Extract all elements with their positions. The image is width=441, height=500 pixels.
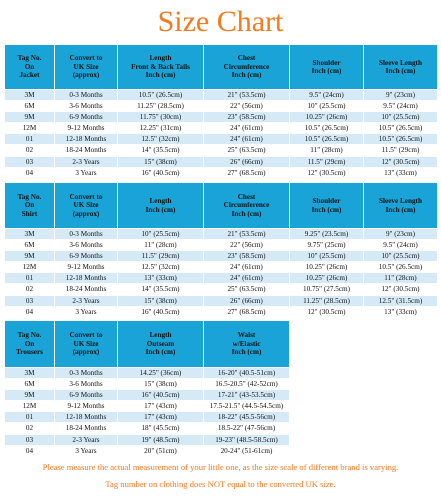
jacket-cell: 16" (40.5cm) <box>118 167 204 178</box>
trousers-cell: 0-3 Months <box>55 368 118 379</box>
jacket-cell: 12.25" (31cm) <box>118 123 204 134</box>
jacket-cell: 10.5" (26.5cm) <box>290 123 364 134</box>
jacket-cell: 01 <box>5 134 55 145</box>
shirt-cell: 18-24 Months <box>55 284 118 295</box>
table-row <box>5 379 438 390</box>
shirt-cell: 3-6 Months <box>55 240 118 251</box>
jacket-cell: 18-24 Months <box>55 145 118 156</box>
shirt-cell: 10" (25.5cm) <box>364 251 438 262</box>
trousers-cell: 9-12 Months <box>55 401 118 412</box>
shirt-cell: 23" (58.5cm) <box>204 251 290 262</box>
trousers-cell-empty <box>364 445 438 456</box>
jacket-header-5-line: Inch (cm) <box>385 67 416 75</box>
jacket-header-4 <box>290 45 364 90</box>
table-row <box>5 262 438 273</box>
jacket-cell: 3-6 Months <box>55 101 118 112</box>
table-row <box>5 390 438 401</box>
jacket-cell: 10.5" (26.5cm) <box>364 123 438 134</box>
jacket-header-3-line: Inch (cm) <box>231 71 262 80</box>
trousers-cell-empty <box>290 401 364 412</box>
shirt-header-5-line: Inch (cm) <box>385 205 416 214</box>
shirt-cell: 16" (40.5cm) <box>118 306 204 317</box>
trousers-cell-empty <box>290 445 364 456</box>
jacket-cell: 25" (63.5cm) <box>204 145 290 156</box>
jacket-header-1-line: (approx) <box>72 71 100 80</box>
shirt-header-0-line: Tag No. <box>17 192 42 201</box>
jacket-header-1-line: Convert to <box>69 54 103 63</box>
jacket-cell: 12.5" (32cm) <box>118 134 204 145</box>
shirt-cell: 10" (25.5cm) <box>290 251 364 262</box>
jacket-table-wrap <box>4 44 437 179</box>
trousers-cell: 03 <box>5 434 55 445</box>
jacket-cell: 9-12 Months <box>55 123 118 134</box>
shirt-cell: 24" (61cm) <box>204 273 290 284</box>
jacket-header-5-line: Sleeve Length <box>379 58 422 67</box>
table-row <box>5 295 438 306</box>
shirt-table <box>4 182 438 318</box>
trousers-cell-empty <box>290 434 364 445</box>
table-row <box>5 251 438 262</box>
shirt-cell: 13" (33cm) <box>118 273 204 284</box>
jacket-header-0-line: Jacket <box>19 71 40 80</box>
shirt-cell: 9" (23cm) <box>364 229 438 240</box>
shirt-cell: 04 <box>5 306 55 317</box>
shirt-cell: 9.75" (25cm) <box>290 240 364 251</box>
shirt-header-1-line: (approx) <box>72 209 100 218</box>
shirt-header-4-line: Inch (cm) <box>311 205 342 214</box>
jacket-header-0 <box>5 45 55 90</box>
jacket-cell: 04 <box>5 167 55 178</box>
trousers-cell: 19" (48.5cm) <box>118 434 204 445</box>
jacket-cell: 3 Years <box>55 167 118 178</box>
trousers-cell: 17-21" (43-53.5cm) <box>204 390 290 401</box>
jacket-header-3-line: Chest <box>237 54 256 63</box>
jacket-cell: 10" (25.5cm) <box>364 112 438 123</box>
jacket-cell: 3M <box>5 90 55 101</box>
shirt-cell: 12-18 Months <box>55 273 118 284</box>
shirt-cell: 9-12 Months <box>55 262 118 273</box>
table-row <box>5 368 438 379</box>
shirt-table-wrap <box>4 182 437 318</box>
table-row <box>5 112 438 123</box>
shirt-cell: 0-3 Months <box>55 229 118 240</box>
jacket-cell: 02 <box>5 145 55 156</box>
trousers-cell: 9M <box>5 390 55 401</box>
shirt-cell: 12.5" (32cm) <box>118 262 204 273</box>
shirt-cell: 27" (68.5cm) <box>204 306 290 317</box>
shirt-header-3-line: Inch (cm) <box>231 209 262 218</box>
trousers-header-empty <box>290 321 364 368</box>
trousers-cell-empty <box>364 412 438 423</box>
jacket-cell: 11.5" (29cm) <box>364 145 438 156</box>
table-row <box>5 273 438 284</box>
shirt-header-0-line: Shirt <box>21 209 38 218</box>
shirt-header-3-line: Chest <box>237 192 256 201</box>
trousers-header-0-line: On <box>24 339 35 348</box>
trousers-cell: 17" (43cm) <box>118 412 204 423</box>
shirt-cell: 25" (63.5cm) <box>204 284 290 295</box>
shirt-cell: 3 Years <box>55 306 118 317</box>
trousers-header-3-line: Waist <box>237 331 256 340</box>
trousers-cell: 18" (45.5cm) <box>118 423 204 434</box>
table-row <box>5 123 438 134</box>
shirt-cell: 6-9 Months <box>55 251 118 262</box>
jacket-header-1 <box>55 45 118 90</box>
jacket-cell: 21" (53.5cm) <box>204 90 290 101</box>
table-row <box>5 101 438 112</box>
shirt-header-2-line: Inch (cm) <box>145 205 176 214</box>
trousers-cell: 17.5-21.5" (44.5-54.5cm) <box>204 401 290 412</box>
shirt-cell: 11" (28cm) <box>118 240 204 251</box>
table-row <box>5 229 438 240</box>
shirt-header-5-line: Sleeve Length <box>379 197 422 206</box>
trousers-cell: 6-9 Months <box>55 390 118 401</box>
jacket-header-2-line: Inch (cm) <box>145 71 176 80</box>
trousers-cell-empty <box>364 379 438 390</box>
trousers-cell-empty <box>364 368 438 379</box>
trousers-cell-empty <box>290 412 364 423</box>
trousers-header-1 <box>55 321 118 368</box>
shirt-header-0 <box>5 183 55 229</box>
table-row <box>5 401 438 412</box>
jacket-cell: 9M <box>5 112 55 123</box>
trousers-cell: 6M <box>5 379 55 390</box>
shirt-header-1-line: UK Size <box>73 201 99 210</box>
jacket-cell: 24" (61cm) <box>204 134 290 145</box>
jacket-cell: 12-18 Months <box>55 134 118 145</box>
trousers-header-3-line: w/Elastic <box>232 339 261 348</box>
table-row <box>5 412 438 423</box>
shirt-cell: 10.5" (26.5cm) <box>364 262 438 273</box>
trousers-cell: 16-20" (40.5-51cm) <box>204 368 290 379</box>
jacket-cell: 27" (68.5cm) <box>204 167 290 178</box>
trousers-header-2-line: Length <box>149 331 172 340</box>
table-row <box>5 156 438 167</box>
trousers-cell: 3 Years <box>55 445 118 456</box>
shirt-cell: 01 <box>5 273 55 284</box>
shirt-cell: 24" (61cm) <box>204 262 290 273</box>
jacket-cell: 6M <box>5 101 55 112</box>
trousers-cell: 16" (40.5cm) <box>118 390 204 401</box>
trousers-header-3-line: Inch (cm) <box>231 348 262 357</box>
shirt-cell: 11.5" (29cm) <box>118 251 204 262</box>
trousers-cell-empty <box>290 423 364 434</box>
jacket-header-0-line: On <box>24 62 35 71</box>
jacket-cell: 10.5" (26.5cm) <box>290 134 364 145</box>
shirt-cell: 15" (38cm) <box>118 295 204 306</box>
trousers-header-1-line: (approx) <box>72 348 100 357</box>
table-row <box>5 423 438 434</box>
jacket-cell: 12M <box>5 123 55 134</box>
trousers-cell: 02 <box>5 423 55 434</box>
shirt-cell: 14" (35.5cm) <box>118 284 204 295</box>
jacket-header-1-line: UK Size <box>73 62 99 71</box>
trousers-cell: 3-6 Months <box>55 379 118 390</box>
jacket-cell: 9.5" (24cm) <box>364 101 438 112</box>
shirt-cell: 2-3 Years <box>55 295 118 306</box>
jacket-cell: 11.75" (30cm) <box>118 112 204 123</box>
trousers-cell: 15" (38cm) <box>118 379 204 390</box>
table-row <box>5 90 438 101</box>
trousers-cell-empty <box>290 368 364 379</box>
shirt-cell: 12.5" (31.5cm) <box>364 295 438 306</box>
trousers-table-wrap <box>4 320 437 457</box>
trousers-header-2-line: Outseam <box>146 339 175 348</box>
shirt-cell: 13" (33cm) <box>364 306 438 317</box>
shirt-header-4 <box>290 183 364 229</box>
trousers-cell: 20-24" (51-61cm) <box>204 445 290 456</box>
jacket-cell: 11" (28cm) <box>290 145 364 156</box>
trousers-cell: 17" (43cm) <box>118 401 204 412</box>
jacket-cell: 22" (56cm) <box>204 101 290 112</box>
shirt-cell: 21" (53.5cm) <box>204 229 290 240</box>
jacket-cell: 6-9 Months <box>55 112 118 123</box>
table-row <box>5 134 438 145</box>
shirt-header-2 <box>118 183 204 229</box>
table-row <box>5 306 438 317</box>
jacket-cell: 0-3 Months <box>55 90 118 101</box>
shirt-cell: 9M <box>5 251 55 262</box>
trousers-cell-empty <box>290 379 364 390</box>
jacket-cell: 10.5" (26.5cm) <box>364 134 438 145</box>
jacket-cell: 11.25" (28.5cm) <box>118 101 204 112</box>
trousers-table <box>4 320 438 457</box>
trousers-cell-empty <box>364 434 438 445</box>
jacket-cell: 03 <box>5 156 55 167</box>
trousers-header-1-line: UK Size <box>73 339 99 348</box>
table-row <box>5 240 438 251</box>
shirt-cell: 11.25" (28.5cm) <box>290 295 364 306</box>
jacket-header-4-line: Inch (cm) <box>311 67 342 75</box>
shirt-header-3 <box>204 183 290 229</box>
jacket-cell: 11.5" (29cm) <box>290 156 364 167</box>
trousers-cell: 04 <box>5 445 55 456</box>
trousers-cell-empty <box>290 390 364 401</box>
shirt-cell: 12" (30.5cm) <box>290 306 364 317</box>
shirt-header-1-line: Convert to <box>69 192 103 201</box>
note-tag-number: Tag number on clothing does NOT equal to the converted UK size. <box>105 479 336 489</box>
jacket-cell: 26" (66cm) <box>204 156 290 167</box>
trousers-header-2 <box>118 321 204 368</box>
jacket-cell: 10.5" (26.5cm) <box>118 90 204 101</box>
trousers-header-2-line: Inch (cm) <box>145 348 176 357</box>
shirt-header-5 <box>364 183 438 229</box>
trousers-header-empty <box>364 321 438 368</box>
jacket-header-2-line: Front & Back Tails <box>131 62 190 71</box>
trousers-cell: 18-22" (45.5-56cm) <box>204 412 290 423</box>
trousers-cell: 2-3 Years <box>55 434 118 445</box>
trousers-cell: 18-24 Months <box>55 423 118 434</box>
shirt-cell: 3M <box>5 229 55 240</box>
shirt-cell: 12M <box>5 262 55 273</box>
trousers-cell: 19-23" (48.5-58.5cm) <box>204 434 290 445</box>
jacket-cell: 23" (58.5cm) <box>204 112 290 123</box>
jacket-cell: 12" (30.5cm) <box>290 167 364 178</box>
jacket-header-2 <box>118 45 204 90</box>
shirt-header-1 <box>55 183 118 229</box>
shirt-header-2-line: Length <box>149 197 172 206</box>
shirt-header-4-line: Shoulder <box>312 197 341 206</box>
shirt-header-0-line: On <box>24 201 35 210</box>
trousers-cell-empty <box>364 401 438 412</box>
trousers-cell: 20" (51cm) <box>118 445 204 456</box>
trousers-cell: 3M <box>5 368 55 379</box>
shirt-cell: 10.25" (26cm) <box>290 273 364 284</box>
jacket-cell: 2-3 Years <box>55 156 118 167</box>
jacket-header-2-line: Length <box>149 54 172 63</box>
trousers-cell: 12M <box>5 401 55 412</box>
note-measure: Please measure the actual measurement of your little one, as the size scale of different brand is varying. <box>42 462 399 472</box>
trousers-cell-empty <box>364 390 438 401</box>
table-row <box>5 434 438 445</box>
shirt-cell: 12" (30.5cm) <box>364 284 438 295</box>
trousers-cell: 12-18 Months <box>55 412 118 423</box>
shirt-cell: 02 <box>5 284 55 295</box>
trousers-header-1-line: Convert to <box>69 331 103 340</box>
table-row <box>5 284 438 295</box>
table-row <box>5 445 438 456</box>
jacket-header-3-line: Circumference <box>223 62 270 71</box>
shirt-cell: 9.25" (23.5cm) <box>290 229 364 240</box>
trousers-cell: 14.25" (36cm) <box>118 368 204 379</box>
jacket-cell: 9" (23cm) <box>364 90 438 101</box>
shirt-cell: 10.75" (27.5cm) <box>290 284 364 295</box>
jacket-cell: 15" (38cm) <box>118 156 204 167</box>
jacket-header-3 <box>204 45 290 90</box>
shirt-header-3-line: Circumference <box>223 201 270 210</box>
shirt-cell: 11" (28cm) <box>364 273 438 284</box>
jacket-cell: 10.25" (26cm) <box>290 112 364 123</box>
trousers-cell: 01 <box>5 412 55 423</box>
shirt-cell: 10" (25.5cm) <box>118 229 204 240</box>
shirt-cell: 26" (66cm) <box>204 295 290 306</box>
trousers-cell: 18.5-22" (47-56cm) <box>204 423 290 434</box>
trousers-header-0-line: Tag No. <box>17 331 42 340</box>
jacket-cell: 13" (33cm) <box>364 167 438 178</box>
jacket-cell: 12" (30.5cm) <box>364 156 438 167</box>
jacket-cell: 10" (25.5cm) <box>290 101 364 112</box>
trousers-header-3 <box>204 321 290 368</box>
page-title: Size Chart <box>157 5 284 38</box>
shirt-cell: 10.25" (26cm) <box>290 262 364 273</box>
jacket-cell: 9.5" (24cm) <box>290 90 364 101</box>
shirt-cell: 03 <box>5 295 55 306</box>
shirt-cell: 22" (56cm) <box>204 240 290 251</box>
table-row <box>5 167 438 178</box>
jacket-header-5 <box>364 45 438 90</box>
jacket-header-4-line: Shoulder <box>312 58 341 67</box>
jacket-cell: 14" (35.5cm) <box>118 145 204 156</box>
shirt-cell: 6M <box>5 240 55 251</box>
jacket-cell: 24" (61cm) <box>204 123 290 134</box>
table-row <box>5 145 438 156</box>
jacket-table <box>4 44 438 179</box>
trousers-header-0 <box>5 321 55 368</box>
trousers-cell-empty <box>364 423 438 434</box>
shirt-cell: 9.5" (24cm) <box>364 240 438 251</box>
trousers-header-0-line: Trousers <box>16 348 43 357</box>
jacket-header-0-line: Tag No. <box>17 54 42 63</box>
trousers-cell: 16.5-20.5" (42-52cm) <box>204 379 290 390</box>
